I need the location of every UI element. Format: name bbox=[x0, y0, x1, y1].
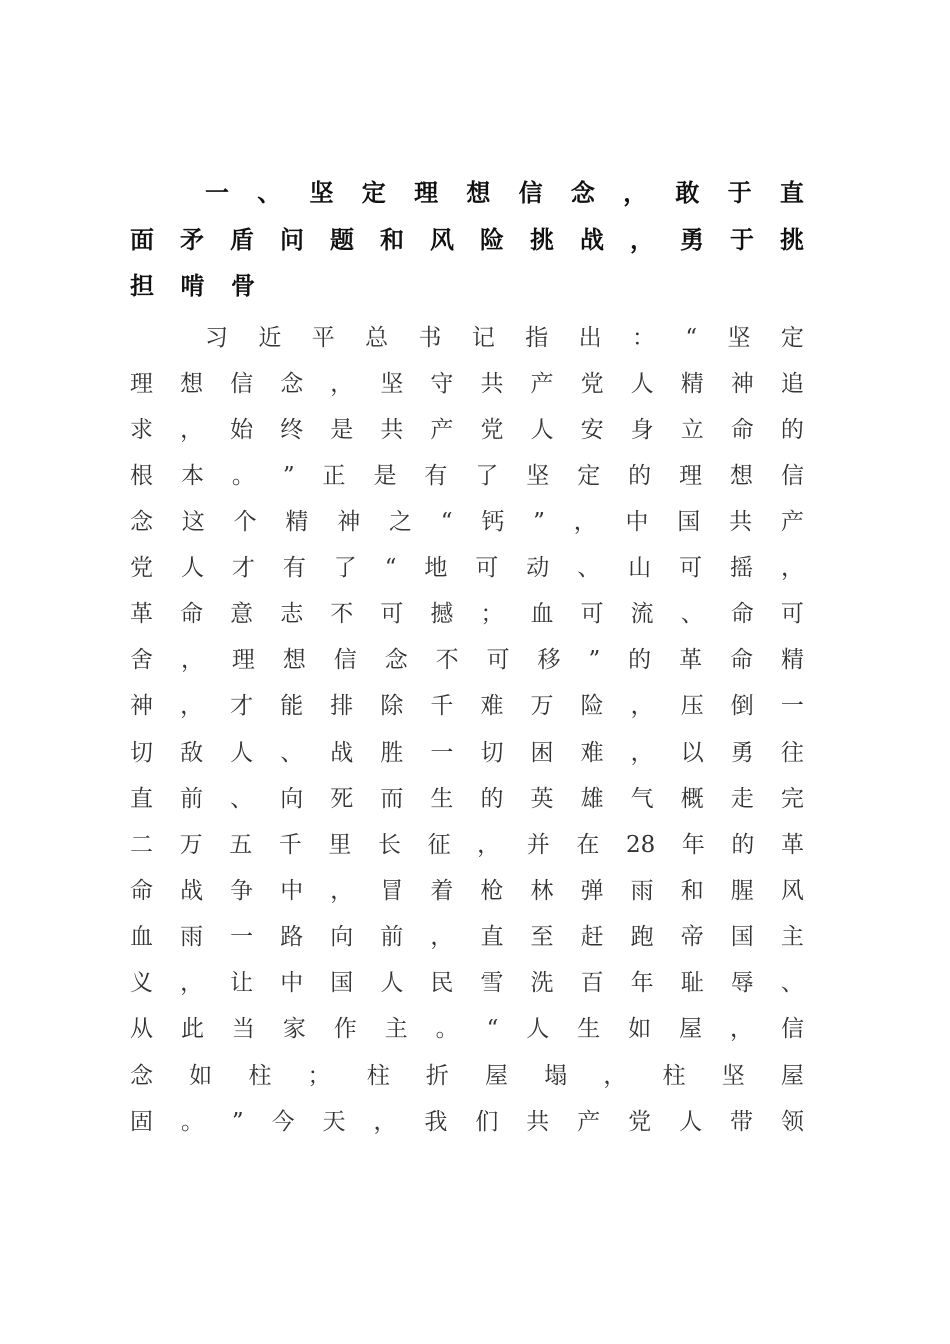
body-line: 舍 ， 理 想 信 念 不 可 移 ” 的 革 命 精 bbox=[130, 647, 804, 673]
body-line: 革 命 意 志 不 可 撼 ； 血 可 流 、 命 可 bbox=[130, 601, 804, 627]
body-line: 切 敌 人 、 战 胜 一 切 困 难 ， 以 勇 往 bbox=[130, 740, 804, 766]
body-line: 念 如 柱 ； 柱 折 屋 塌 ， 柱 坚 屋 bbox=[130, 1063, 804, 1089]
body-line: 根 本 。 ” 正 是 有 了 坚 定 的 理 想 信 bbox=[130, 463, 804, 489]
body-line: 义 ， 让 中 国 人 民 雪 洗 百 年 耻 辱 、 bbox=[130, 970, 804, 996]
body-line: 理 想 信 念 ， 坚 守 共 产 党 人 精 神 追 bbox=[130, 371, 804, 397]
body-line: 求 ， 始 终 是 共 产 党 人 安 身 立 命 的 bbox=[130, 417, 804, 443]
body-line: 习 近 平 总 书 记 指 出 ： “ 坚 定 bbox=[205, 325, 804, 351]
heading-line: 一 、 坚 定 理 想 信 念 ， 敢 于 直 bbox=[205, 178, 804, 207]
body-line: 二 万 五 千 里 长 征 ， 并 在 28 年 的 革 bbox=[130, 832, 804, 858]
body-line: 神 ， 才 能 排 除 千 难 万 险 ， 压 倒 一 bbox=[130, 693, 804, 719]
body-line: 念 这 个 精 神 之 “ 钙 ” ， 中 国 共 产 bbox=[130, 509, 804, 535]
heading-line: 担 啃 骨 bbox=[130, 271, 255, 300]
body-line: 从 此 当 家 作 主 。 “ 人 生 如 屋 ， 信 bbox=[130, 1016, 804, 1042]
body-line: 血 雨 一 路 向 前 ， 直 至 赶 跑 帝 国 主 bbox=[130, 924, 804, 950]
body-line: 党 人 才 有 了 “ 地 可 动 、 山 可 摇 ， bbox=[130, 555, 804, 581]
body-line: 固 。 ” 今 天 ， 我 们 共 产 党 人 带 领 bbox=[130, 1109, 804, 1135]
body-line: 命 战 争 中 ， 冒 着 枪 林 弹 雨 和 腥 风 bbox=[130, 878, 804, 904]
body-line: 直 前 、 向 死 而 生 的 英 雄 气 概 走 完 bbox=[130, 786, 804, 812]
heading-line: 面 矛 盾 问 题 和 风 险 挑 战 ， 勇 于 挑 bbox=[130, 225, 804, 254]
